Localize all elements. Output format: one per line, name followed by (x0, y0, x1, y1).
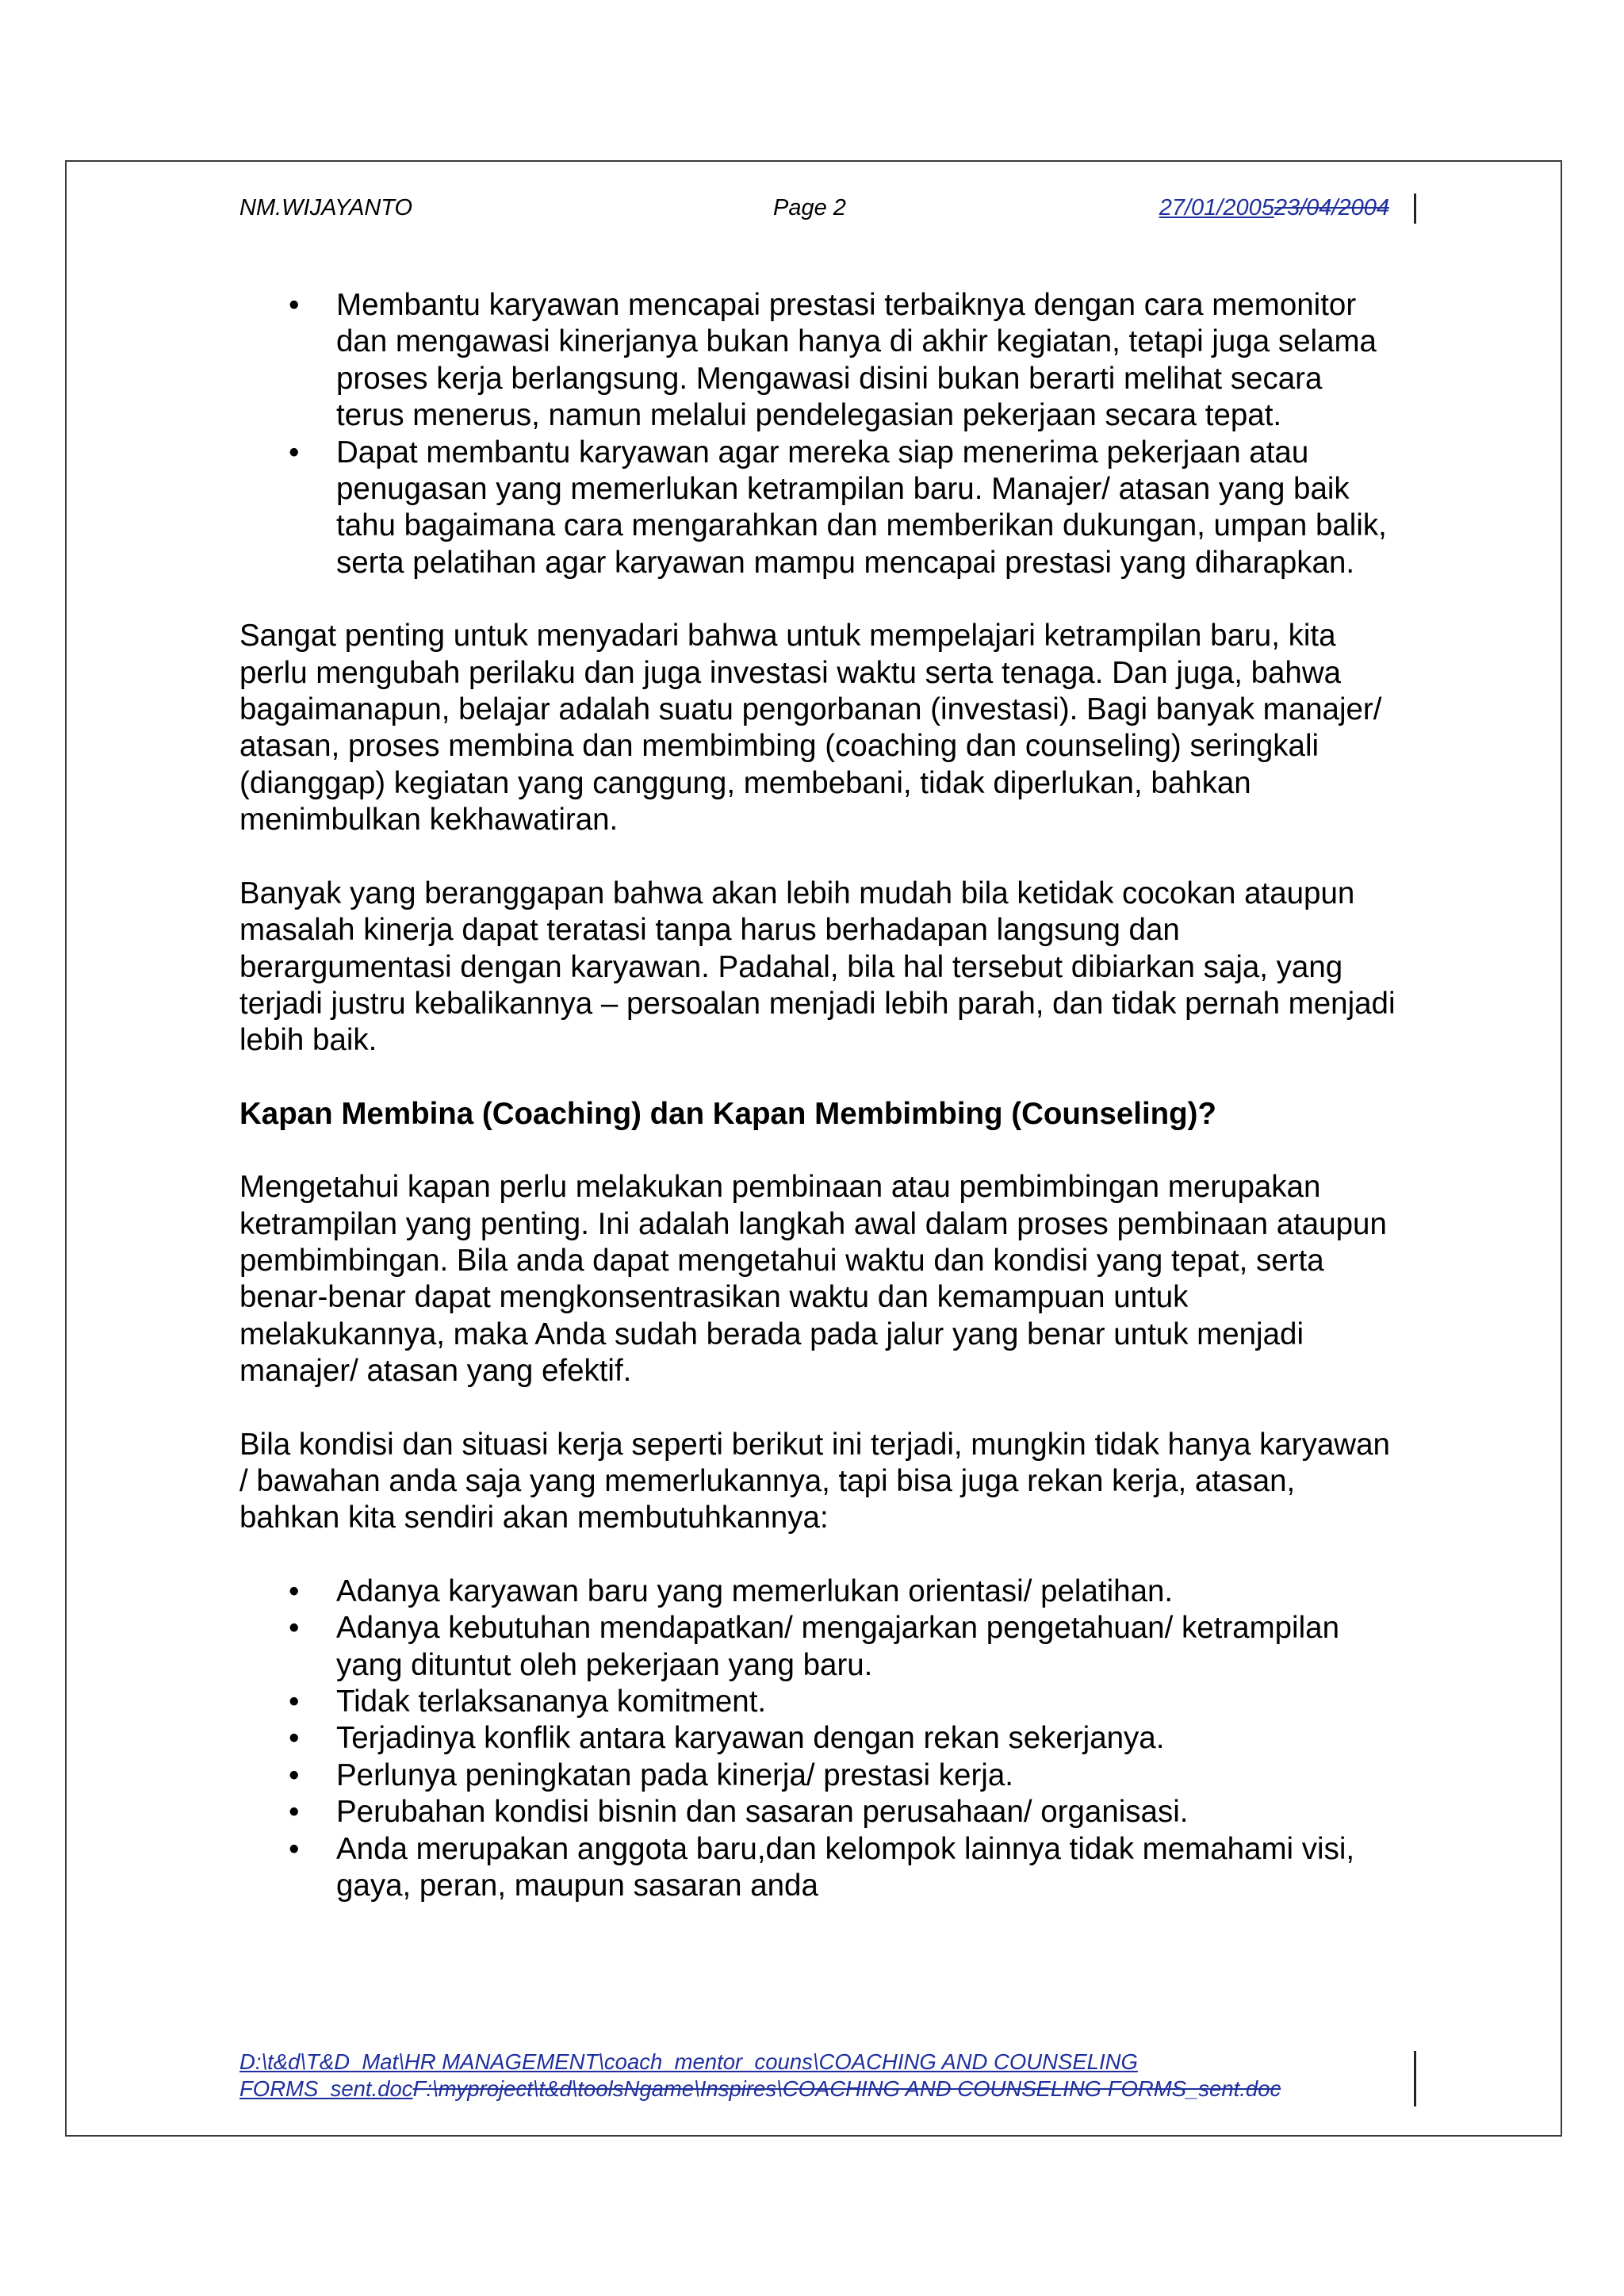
list-item-text: Perubahan kondisi bisnin dan sasaran perusahaan/ organisasi. (336, 1795, 1189, 1830)
paragraph: Mengetahui kapan perlu melakukan pembinaan atau pembimbingan merupakan ketrampilan yang penting. Ini adalah langkah awal dalam proses pembinaan ataupun pembimbingan. Bila anda dapat mengetahui waktu dan kondisi yang tepat, serta benar-benar dapat mengkonsentrasikan waktu dan kemampuan untuk melakukannya, maka Anda sudah berada pada jalur yang benar untuk menjadi manajer/ atasan yang efektif. (239, 1170, 1387, 1389)
footer-change-bar (1414, 2051, 1416, 2106)
list-item (239, 1573, 1397, 1610)
list-item-text: Adanya karyawan baru yang memerlukan orientasi/ pelatihan. (336, 1573, 1174, 1608)
header-date-deleted: 23/04/2004 (1274, 195, 1389, 220)
list-item (239, 1794, 1397, 1830)
list-item (239, 1610, 1397, 1684)
list-item-text: Dapat membantu karyawan agar mereka siap menerima pekerjaan atau penugasan yang memerlukan ketrampilan baru. Manajer/ atasan yang baik tahu bagaimana cara mengarahkan dan memberikan dukungan, umpan balik, serta pelatihan agar karyawan mampu mencapai prestasi yang diharapkan. (336, 435, 1387, 580)
bullet-icon: • (289, 1831, 300, 1866)
list-item (239, 287, 1397, 435)
header-page-number: Page 2 (773, 195, 846, 220)
list-item (239, 1831, 1397, 1905)
document-body (239, 287, 1397, 1904)
list-item-text: Anda merupakan anggota baru,dan kelompok lainnya tidak memahami visi, gaya, peran, maupun sasaran anda (336, 1831, 1355, 1903)
footer-path-deleted: F:\myproject\t&d\toolsNgame\Inspires\COACHING AND COUNSELING FORMS_sent.doc (412, 2076, 1281, 2101)
paragraph: Banyak yang beranggapan bahwa akan lebih mudah bila ketidak cocokan ataupun masalah kinerja dapat teratasi tanpa harus berhadapan langsung dan berargumentasi dengan karyawan. Padahal, bila hal tersebut dibiarkan saja, yang terjadi justru kebalikannya – persoalan menjadi lebih parah, dan tidak pernah menjadi lebih baik. (239, 876, 1396, 1058)
list-item-text: Tidak terlaksananya komitment. (336, 1685, 767, 1719)
header-author: NM.WIJAYANTO (239, 195, 413, 220)
bullet-icon: • (289, 1573, 300, 1608)
bullet-icon: • (289, 288, 300, 322)
list-item (239, 1684, 1397, 1720)
footer-path-inserted: D:\t&d\T&D_Mat\HR MANAGEMENT\coach_mentor_couns\COACHING AND COUNSELING FORMS_sent.doc (239, 2049, 1138, 2101)
list-item (239, 1757, 1397, 1794)
list-item (239, 435, 1397, 582)
section-heading: Kapan Membina (Coaching) dan Kapan Membimbing (Counseling)? (239, 1096, 1217, 1131)
bullet-icon: • (289, 1685, 300, 1719)
list-item-text: Adanya kebutuhan mendapatkan/ mengajarkan pengetahuan/ ketrampilan yang dituntut oleh pekerjaan yang baru. (336, 1611, 1339, 1682)
bullet-icon: • (289, 1795, 300, 1830)
page-header (239, 190, 1389, 225)
bullet-icon: • (289, 1757, 300, 1792)
bullet-list-benefits (239, 287, 1397, 581)
header-dates (1159, 190, 1389, 225)
list-item-text: Perlunya peningkatan pada kinerja/ prestasi kerja. (336, 1757, 1013, 1792)
page-footer (239, 2049, 1397, 2102)
bullet-icon: • (289, 1611, 300, 1646)
paragraph: Bila kondisi dan situasi kerja seperti berikut ini terjadi, mungkin tidak hanya karyawan / bawahan anda saja yang memerlukannya, tapi bisa juga rekan kerja, atasan, bahkan kita sendiri akan membutuhkannya: (239, 1427, 1390, 1535)
header-change-bar (1414, 194, 1416, 224)
list-item-text: Terjadinya konflik antara karyawan dengan rekan sekerjanya. (336, 1721, 1165, 1756)
header-date-inserted: 27/01/2005 (1159, 195, 1274, 220)
bullet-list-conditions (239, 1573, 1397, 1905)
bullet-icon: • (289, 1721, 300, 1756)
list-item (239, 1720, 1397, 1757)
list-item-text: Membantu karyawan mencapai prestasi terbaiknya dengan cara memonitor dan mengawasi kinerjanya bukan hanya di akhir kegiatan, tetapi juga selama proses kerja berlangsung. Mengawasi disini bukan berarti melihat secara terus menerus, namun melalui pendelegasian pekerjaan secara tepat. (336, 288, 1377, 433)
paragraph: Sangat penting untuk menyadari bahwa untuk mempelajari ketrampilan baru, kita perlu mengubah perilaku dan juga investasi waktu serta tenaga. Dan juga, bahwa bagaimanapun, belajar adalah suatu pengorbanan (investasi). Bagi banyak manajer/ atasan, proses membina dan membimbing (coaching dan counseling) seringkali (dianggap) kegiatan yang canggung, membebani, tidak diperlukan, bahkan menimbulkan kekhawatiran. (239, 619, 1382, 838)
bullet-icon: • (289, 435, 300, 470)
